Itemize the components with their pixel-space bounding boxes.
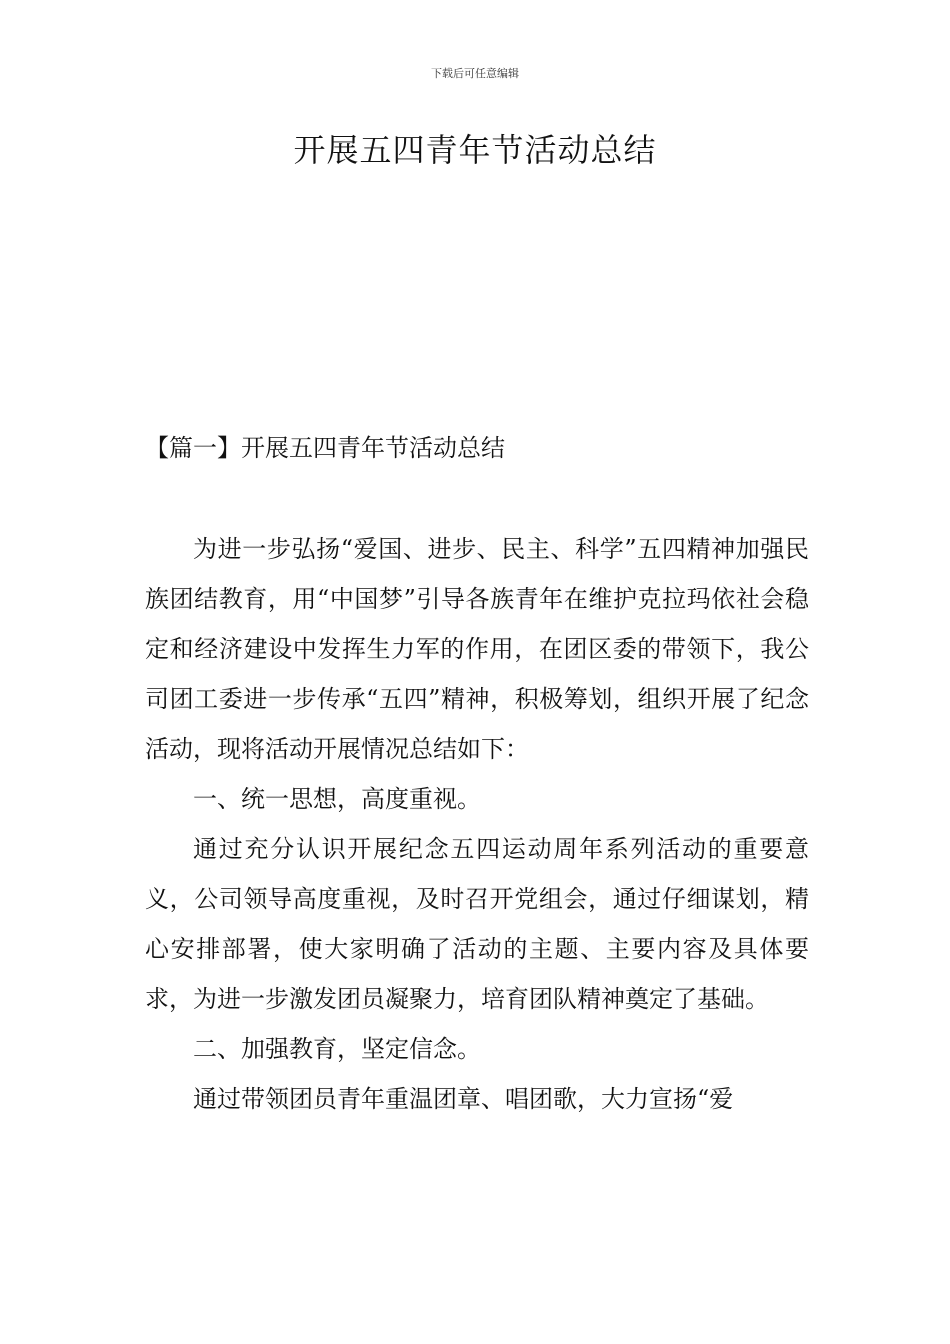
paragraph-point-two-heading: 二、加强教育，坚定信念。 [193, 1035, 481, 1063]
paragraph-point-one-body: 通过充分认识开展纪念五四运动周年系列活动的重要意义，公司领导高度重视，及时召开党组会，通过仔细谋划，精心安排部署，使大家明确了活动的主题、主要内容及具体要求，为进一步激发团员凝聚力，培育团队精神奠定了基础。 [145, 835, 809, 1013]
header-note: 下载后可任意编辑 [431, 67, 519, 80]
paragraph-point-one-heading: 一、统一思想，高度重视。 [193, 785, 481, 813]
document-title: 开展五四青年节活动总结 [293, 131, 657, 169]
document-body [145, 524, 809, 1124]
paragraph-point-two-body: 通过带领团员青年重温团章、唱团歌，大力宣扬“爱 [193, 1085, 734, 1113]
section-heading: 【篇一】开展五四青年节活动总结 [145, 434, 505, 462]
paragraph-intro: 为进一步弘扬“爱国、进步、民主、科学”五四精神加强民族团结教育，用“中国梦”引导各族青年在维护克拉玛依社会稳定和经济建设中发挥生力军的作用，在团区委的带领下，我公司团工委进一步传承“五四”精神，积极筹划，组织开展了纪念活动，现将活动开展情况总结如下： [145, 535, 809, 763]
